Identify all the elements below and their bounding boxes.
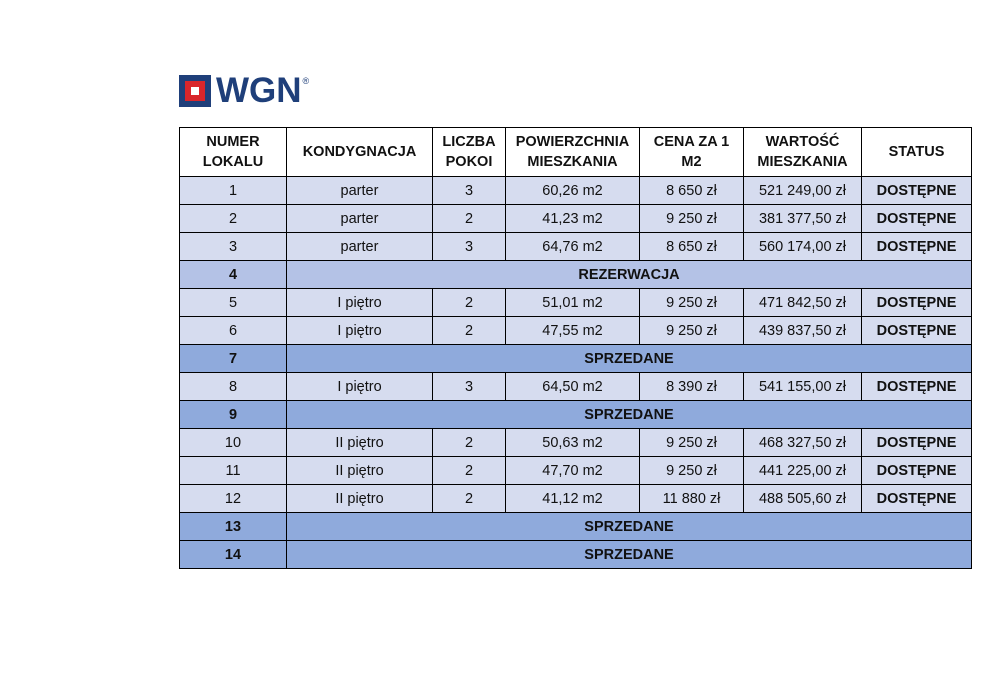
cell-wartosc: 471 842,50 zł [744, 289, 862, 317]
header-liczba-pokoi: LICZBA POKOI [433, 128, 506, 177]
cell-numer: 13 [180, 513, 287, 541]
cell-kondygnacja: parter [287, 233, 433, 261]
cell-cena: 9 250 zł [640, 205, 744, 233]
table-row [180, 205, 972, 233]
cell-wartosc: 381 377,50 zł [744, 205, 862, 233]
cell-kondygnacja: I piętro [287, 317, 433, 345]
table-row [180, 457, 972, 485]
status-badge: DOSTĘPNE [862, 373, 972, 401]
cell-numer: 11 [180, 457, 287, 485]
reserved-label: REZERWACJA [287, 261, 972, 289]
table-row [180, 373, 972, 401]
cell-pokoje: 2 [433, 429, 506, 457]
status-badge: DOSTĘPNE [862, 233, 972, 261]
cell-pokoje: 2 [433, 289, 506, 317]
cell-cena: 9 250 zł [640, 317, 744, 345]
cell-wartosc: 560 174,00 zł [744, 233, 862, 261]
cell-wartosc: 439 837,50 zł [744, 317, 862, 345]
cell-kondygnacja: II piętro [287, 429, 433, 457]
cell-powierzchnia: 64,76 m2 [506, 233, 640, 261]
cell-pokoje: 2 [433, 485, 506, 513]
header-status: STATUS [862, 128, 972, 177]
table-header-row [180, 128, 972, 177]
cell-powierzchnia: 64,50 m2 [506, 373, 640, 401]
cell-pokoje: 2 [433, 317, 506, 345]
status-badge: DOSTĘPNE [862, 205, 972, 233]
cell-cena: 9 250 zł [640, 289, 744, 317]
sold-label: SPRZEDANE [287, 541, 972, 569]
cell-wartosc: 521 249,00 zł [744, 177, 862, 205]
header-cena-m2: CENA ZA 1 M2 [640, 128, 744, 177]
cell-pokoje: 2 [433, 457, 506, 485]
logo-text: WGN [216, 71, 302, 110]
cell-numer: 8 [180, 373, 287, 401]
cell-numer: 12 [180, 485, 287, 513]
cell-numer: 9 [180, 401, 287, 429]
cell-powierzchnia: 47,55 m2 [506, 317, 640, 345]
header-wartosc: WARTOŚĆ MIESZKANIA [744, 128, 862, 177]
apartments-table [179, 127, 972, 569]
status-badge: DOSTĘPNE [862, 485, 972, 513]
cell-kondygnacja: I piętro [287, 373, 433, 401]
cell-numer: 3 [180, 233, 287, 261]
table-row [180, 233, 972, 261]
cell-pokoje: 3 [433, 177, 506, 205]
status-badge: DOSTĘPNE [862, 429, 972, 457]
table-row [180, 485, 972, 513]
table-row [180, 541, 972, 569]
cell-cena: 11 880 zł [640, 485, 744, 513]
status-badge: DOSTĘPNE [862, 289, 972, 317]
cell-numer: 6 [180, 317, 287, 345]
table-row [180, 345, 972, 373]
cell-wartosc: 541 155,00 zł [744, 373, 862, 401]
status-badge: DOSTĘPNE [862, 177, 972, 205]
cell-powierzchnia: 41,23 m2 [506, 205, 640, 233]
table-row [180, 261, 972, 289]
cell-kondygnacja: parter [287, 205, 433, 233]
cell-numer: 7 [180, 345, 287, 373]
cell-numer: 4 [180, 261, 287, 289]
sold-label: SPRZEDANE [287, 513, 972, 541]
registered-mark: ® [302, 76, 310, 86]
sold-label: SPRZEDANE [287, 345, 972, 373]
cell-numer: 14 [180, 541, 287, 569]
status-badge: DOSTĘPNE [862, 317, 972, 345]
cell-kondygnacja: II piętro [287, 457, 433, 485]
cell-numer: 5 [180, 289, 287, 317]
cell-numer: 10 [180, 429, 287, 457]
cell-powierzchnia: 47,70 m2 [506, 457, 640, 485]
cell-pokoje: 2 [433, 205, 506, 233]
cell-powierzchnia: 51,01 m2 [506, 289, 640, 317]
cell-wartosc: 468 327,50 zł [744, 429, 862, 457]
header-powierzchnia: POWIERZCHNIA MIESZKANIA [506, 128, 640, 177]
cell-kondygnacja: II piętro [287, 485, 433, 513]
wgn-logo [179, 71, 310, 110]
cell-kondygnacja: I piętro [287, 289, 433, 317]
cell-wartosc: 488 505,60 zł [744, 485, 862, 513]
cell-kondygnacja: parter [287, 177, 433, 205]
cell-powierzchnia: 60,26 m2 [506, 177, 640, 205]
status-badge: DOSTĘPNE [862, 457, 972, 485]
table-row [180, 401, 972, 429]
header-numer-lokalu: NUMER LOKALU [180, 128, 287, 177]
cell-numer: 1 [180, 177, 287, 205]
cell-powierzchnia: 41,12 m2 [506, 485, 640, 513]
cell-pokoje: 3 [433, 373, 506, 401]
header-kondygnacja: KONDYGNACJA [287, 128, 433, 177]
cell-wartosc: 441 225,00 zł [744, 457, 862, 485]
cell-cena: 8 650 zł [640, 177, 744, 205]
cell-cena: 8 390 zł [640, 373, 744, 401]
cell-cena: 9 250 zł [640, 457, 744, 485]
table-row [180, 317, 972, 345]
cell-cena: 9 250 zł [640, 429, 744, 457]
table-row [180, 513, 972, 541]
cell-powierzchnia: 50,63 m2 [506, 429, 640, 457]
table-row [180, 177, 972, 205]
wgn-logo-icon [179, 75, 211, 107]
table-row [180, 289, 972, 317]
sold-label: SPRZEDANE [287, 401, 972, 429]
table-row [180, 429, 972, 457]
cell-numer: 2 [180, 205, 287, 233]
cell-cena: 8 650 zł [640, 233, 744, 261]
cell-pokoje: 3 [433, 233, 506, 261]
